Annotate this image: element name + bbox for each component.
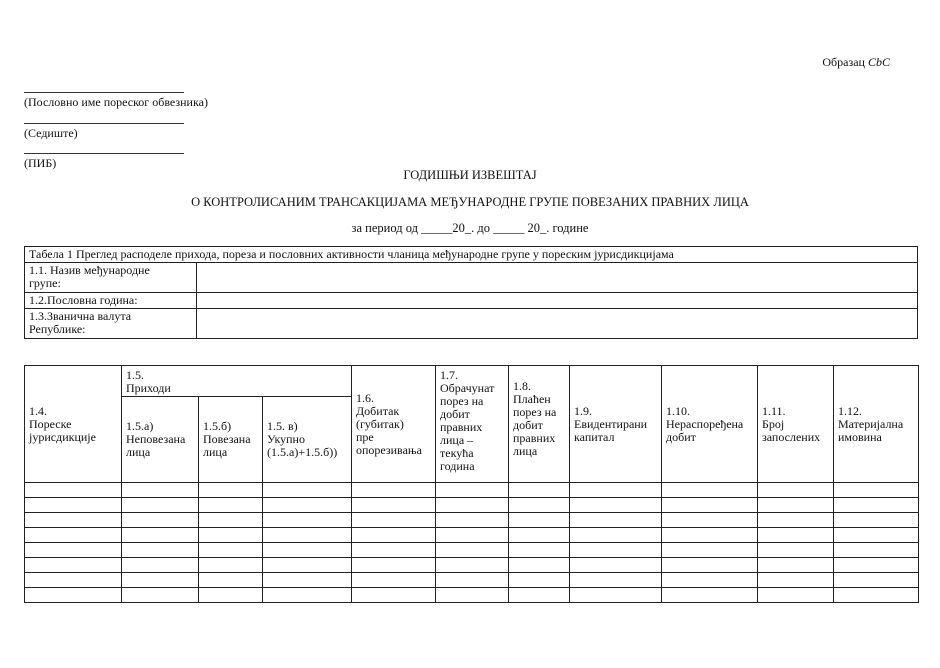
table-cell[interactable] [352, 513, 436, 528]
table-cell[interactable] [509, 543, 570, 558]
table-cell[interactable] [436, 498, 509, 513]
table-cell[interactable] [25, 513, 122, 528]
table-cell[interactable] [570, 588, 662, 603]
table-cell[interactable] [199, 573, 263, 588]
table-cell[interactable] [352, 543, 436, 558]
table-row [25, 513, 919, 528]
table-row [25, 543, 919, 558]
table-cell[interactable] [263, 528, 352, 543]
table-cell[interactable] [352, 558, 436, 573]
table-cell[interactable] [199, 483, 263, 498]
table-cell[interactable] [436, 573, 509, 588]
table-cell[interactable] [352, 483, 436, 498]
table-cell[interactable] [758, 528, 834, 543]
table-cell[interactable] [352, 588, 436, 603]
table-cell[interactable] [758, 573, 834, 588]
pib-caption: (ПИБ) [24, 156, 57, 170]
table-cell[interactable] [662, 573, 758, 588]
form-label-prefix: Образац [822, 55, 865, 69]
form-label-code: CbC [867, 55, 890, 69]
table-2-body [25, 483, 919, 603]
table-cell[interactable] [758, 558, 834, 573]
header-1-7: 1.7. Обрачунат порез на добит правних лица – текућа година [436, 366, 509, 483]
table-cell[interactable] [25, 573, 122, 588]
table-cell[interactable] [436, 588, 509, 603]
table-cell[interactable] [122, 483, 199, 498]
table-cell[interactable] [509, 558, 570, 573]
table-cell[interactable] [25, 528, 122, 543]
header-1-12: 1.12. Материјална имовина [834, 366, 919, 483]
table-cell[interactable] [662, 528, 758, 543]
table-cell[interactable] [509, 528, 570, 543]
table-cell[interactable] [263, 588, 352, 603]
header-1-5c: 1.5. в) Укупно (1.5.а)+1.5.б)) [263, 397, 352, 483]
header-1-9: 1.9. Евидентирани капитал [570, 366, 662, 483]
table-cell[interactable] [436, 528, 509, 543]
table-cell[interactable] [758, 513, 834, 528]
table-cell[interactable] [352, 528, 436, 543]
table-row [25, 588, 919, 603]
table-cell[interactable] [758, 498, 834, 513]
table-cell[interactable] [834, 543, 919, 558]
table-cell[interactable] [570, 483, 662, 498]
form-label [822, 55, 890, 70]
table-cell[interactable] [662, 543, 758, 558]
table-cell[interactable] [509, 573, 570, 588]
table-1-row-label: 1.3.Званична валута Републике: [25, 309, 197, 339]
table-cell[interactable] [263, 573, 352, 588]
table-2 [24, 365, 919, 603]
table-cell[interactable] [436, 513, 509, 528]
table-1 [24, 246, 918, 339]
table-cell[interactable] [122, 528, 199, 543]
table-cell[interactable] [25, 543, 122, 558]
table-cell[interactable] [834, 483, 919, 498]
table-cell[interactable] [263, 513, 352, 528]
header-1-5: 1.5. Приходи [122, 366, 352, 397]
table-cell[interactable] [122, 588, 199, 603]
table-cell[interactable] [263, 483, 352, 498]
table-cell[interactable] [509, 513, 570, 528]
table-cell[interactable] [570, 528, 662, 543]
table-cell[interactable] [758, 588, 834, 603]
header-1-5b: 1.5.б) Повезана лица [199, 397, 263, 483]
table-cell[interactable] [834, 558, 919, 573]
table-cell[interactable] [834, 513, 919, 528]
table-row [25, 498, 919, 513]
table-cell[interactable] [834, 528, 919, 543]
table-cell[interactable] [758, 483, 834, 498]
table-cell[interactable] [122, 558, 199, 573]
international-group-name-cell[interactable] [197, 263, 918, 293]
seat-caption: (Седиште) [24, 126, 78, 140]
business-name-line[interactable] [24, 92, 184, 93]
table-row [25, 528, 919, 543]
report-period: за период од _____20_. до _____ 20_. године [351, 221, 589, 235]
header-1-4: 1.4. Пореске јурисдикције [25, 366, 122, 483]
table-cell[interactable] [662, 588, 758, 603]
table-cell[interactable] [570, 513, 662, 528]
table-1-row-label: 1.1. Назив међународне групе: [25, 263, 197, 293]
table-cell[interactable] [25, 558, 122, 573]
table-cell[interactable] [122, 543, 199, 558]
table-cell[interactable] [436, 543, 509, 558]
table-cell[interactable] [436, 483, 509, 498]
header-1-6: 1.6. Добитак (губитак) пре опорезивања [352, 366, 436, 483]
header-1-5a: 1.5.а) Неповезана лица [122, 397, 199, 483]
table-cell[interactable] [25, 483, 122, 498]
header-1-11: 1.11. Број запослених [758, 366, 834, 483]
table-cell[interactable] [509, 483, 570, 498]
business-year-cell[interactable] [197, 293, 918, 309]
table-cell[interactable] [570, 573, 662, 588]
report-title: ГОДИШЊИ ИЗВЕШТАЈ [403, 168, 537, 182]
table-cell[interactable] [352, 573, 436, 588]
table-cell[interactable] [122, 573, 199, 588]
table-cell[interactable] [570, 543, 662, 558]
table-cell[interactable] [199, 543, 263, 558]
table-cell[interactable] [662, 513, 758, 528]
table-cell[interactable] [199, 528, 263, 543]
table-row [25, 573, 919, 588]
table-cell[interactable] [570, 558, 662, 573]
table-1-caption: Табела 1 Преглед расподеле прихода, пореза и пословних активности чланица међународне групе у пореским јурисдикцијама [25, 247, 918, 263]
table-cell[interactable] [570, 498, 662, 513]
table-cell[interactable] [25, 498, 122, 513]
table-cell[interactable] [122, 498, 199, 513]
table-cell[interactable] [834, 498, 919, 513]
seat-line[interactable] [24, 123, 184, 124]
table-cell[interactable] [509, 498, 570, 513]
report-subtitle: О КОНТРОЛИСАНИМ ТРАНСАКЦИЈАМА МЕЂУНАРОДНЕ ГРУПЕ ПОВЕЗАНИХ ПРАВНИХ ЛИЦА [191, 195, 749, 209]
header-1-8: 1.8. Плаћен порез на добит правних лица [509, 366, 570, 483]
table-1-row-label: 1.2.Пословна година: [25, 293, 197, 309]
pib-line[interactable] [24, 153, 184, 154]
table-cell[interactable] [199, 558, 263, 573]
table-cell[interactable] [436, 558, 509, 573]
table-cell[interactable] [25, 588, 122, 603]
table-cell[interactable] [263, 558, 352, 573]
table-cell[interactable] [662, 483, 758, 498]
business-name-caption: (Пословно име пореског обвезника) [24, 95, 208, 109]
table-row [25, 483, 919, 498]
table-row [25, 558, 919, 573]
table-cell[interactable] [263, 543, 352, 558]
table-cell[interactable] [662, 558, 758, 573]
table-cell[interactable] [758, 543, 834, 558]
table-cell[interactable] [199, 513, 263, 528]
table-cell[interactable] [509, 588, 570, 603]
table-cell[interactable] [352, 498, 436, 513]
official-currency-cell[interactable] [197, 309, 918, 339]
table-cell[interactable] [834, 573, 919, 588]
table-cell[interactable] [263, 498, 352, 513]
table-cell[interactable] [199, 498, 263, 513]
table-cell[interactable] [662, 498, 758, 513]
table-cell[interactable] [199, 588, 263, 603]
table-cell[interactable] [122, 513, 199, 528]
table-cell[interactable] [834, 588, 919, 603]
header-1-10: 1.10. Нераспоређена добит [662, 366, 758, 483]
